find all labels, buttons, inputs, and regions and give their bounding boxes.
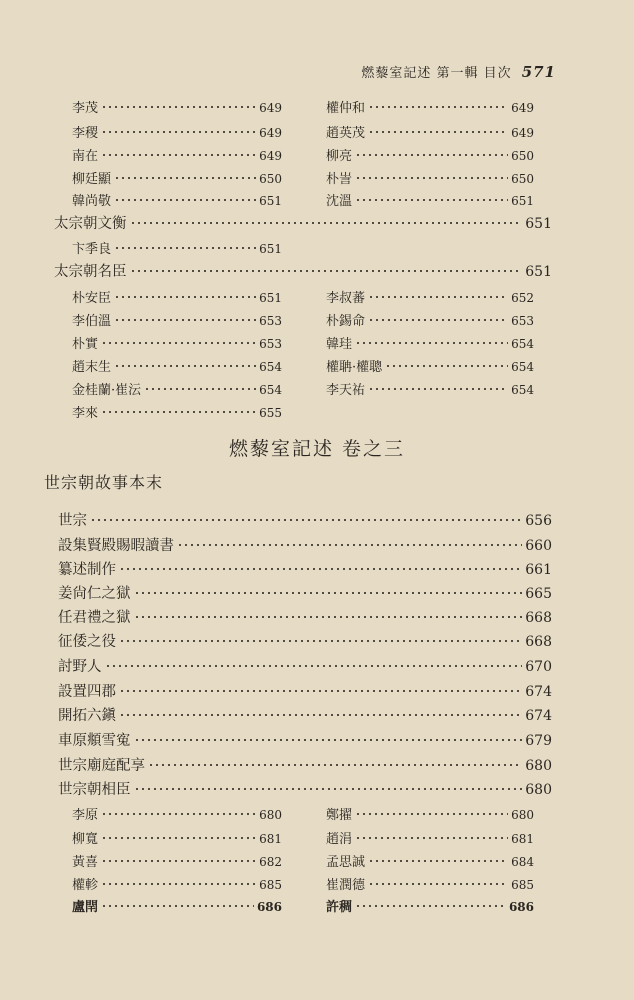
toc-main-entry: 開拓六鎭 674 <box>58 708 552 724</box>
toc-main-entry: 任君禮之獄 668 <box>58 610 552 626</box>
toc-entry: 柳亮 650 <box>326 149 534 164</box>
toc-main-entry: 世宗朝相臣 680 <box>58 782 552 798</box>
toc-entry: 李叔蕃 652 <box>326 291 534 306</box>
toc-entry: 李伯溫 653 <box>72 314 282 329</box>
toc-entry: 韓尚敬 651 <box>72 194 282 209</box>
toc-entry: 李天祐 654 <box>326 383 534 398</box>
toc-entry: 朴實 653 <box>72 337 282 352</box>
toc-main-entry: 設集賢殿賜暇讀書 660 <box>58 538 552 554</box>
toc-entry: 孟思誠 684 <box>326 855 534 870</box>
toc-entry: 柳廷顯 650 <box>72 172 282 187</box>
toc-entry: 權聃·權聰 654 <box>326 360 534 375</box>
toc-main-entry: 設置四郡 674 <box>58 684 552 700</box>
toc-entry: 盧閈 686 <box>72 900 282 915</box>
toc-entry: 黃喜 682 <box>72 855 282 870</box>
section-heading: 太宗朝名臣 651 <box>54 264 552 280</box>
toc-entry: 趙涓 681 <box>326 832 534 847</box>
section-heading: 太宗朝文衡 651 <box>54 216 552 232</box>
toc-entry: 沈溫 651 <box>326 194 534 209</box>
toc-entry: 金桂蘭·崔沄 654 <box>72 383 282 398</box>
toc-entry: 南在 649 <box>72 149 282 164</box>
running-head <box>361 62 556 81</box>
toc-main-entry: 車原頫雪寃 679 <box>58 733 552 749</box>
toc-entry: 朴錫命 653 <box>326 314 534 329</box>
toc-entry: 李來 655 <box>72 406 282 421</box>
running-head-text: 燃藜室記述 第一輯 目次 <box>361 66 512 81</box>
chapter-title: 世宗朝故事本末 <box>44 473 164 492</box>
toc-entry: 卞季良 651 <box>72 242 282 257</box>
toc-entry: 李茂 649 <box>72 101 282 116</box>
toc-main-entry: 征倭之役 668 <box>58 634 552 650</box>
toc-entry: 趙英茂 649 <box>326 126 534 141</box>
toc-entry: 趙末生 654 <box>72 360 282 375</box>
toc-entry: 權軫 685 <box>72 878 282 893</box>
toc-entry: 李原 680 <box>72 808 282 823</box>
toc-main-entry: 世宗 656 <box>58 513 552 529</box>
toc-main-entry: 世宗廟庭配享 680 <box>58 758 552 774</box>
toc-entry: 朴訔 650 <box>326 172 534 187</box>
toc-entry: 李稷 649 <box>72 126 282 141</box>
page-number: 571 <box>521 63 556 81</box>
toc-entry: 權仲和 649 <box>326 101 534 116</box>
toc-main-entry: 纂述制作 661 <box>58 562 552 578</box>
toc-entry: 鄭擢 680 <box>326 808 534 823</box>
toc-entry: 韓珪 654 <box>326 337 534 352</box>
toc-main-entry: 討野人 670 <box>58 659 552 675</box>
toc-entry: 朴安臣 651 <box>72 291 282 306</box>
toc-entry: 柳寬 681 <box>72 832 282 847</box>
volume-title: 燃藜室記述 卷之三 <box>228 438 406 460</box>
toc-entry: 崔潤德 685 <box>326 878 534 893</box>
toc-main-entry: 姜尙仁之獄 665 <box>58 586 552 602</box>
toc-entry: 許稠 686 <box>326 900 534 915</box>
